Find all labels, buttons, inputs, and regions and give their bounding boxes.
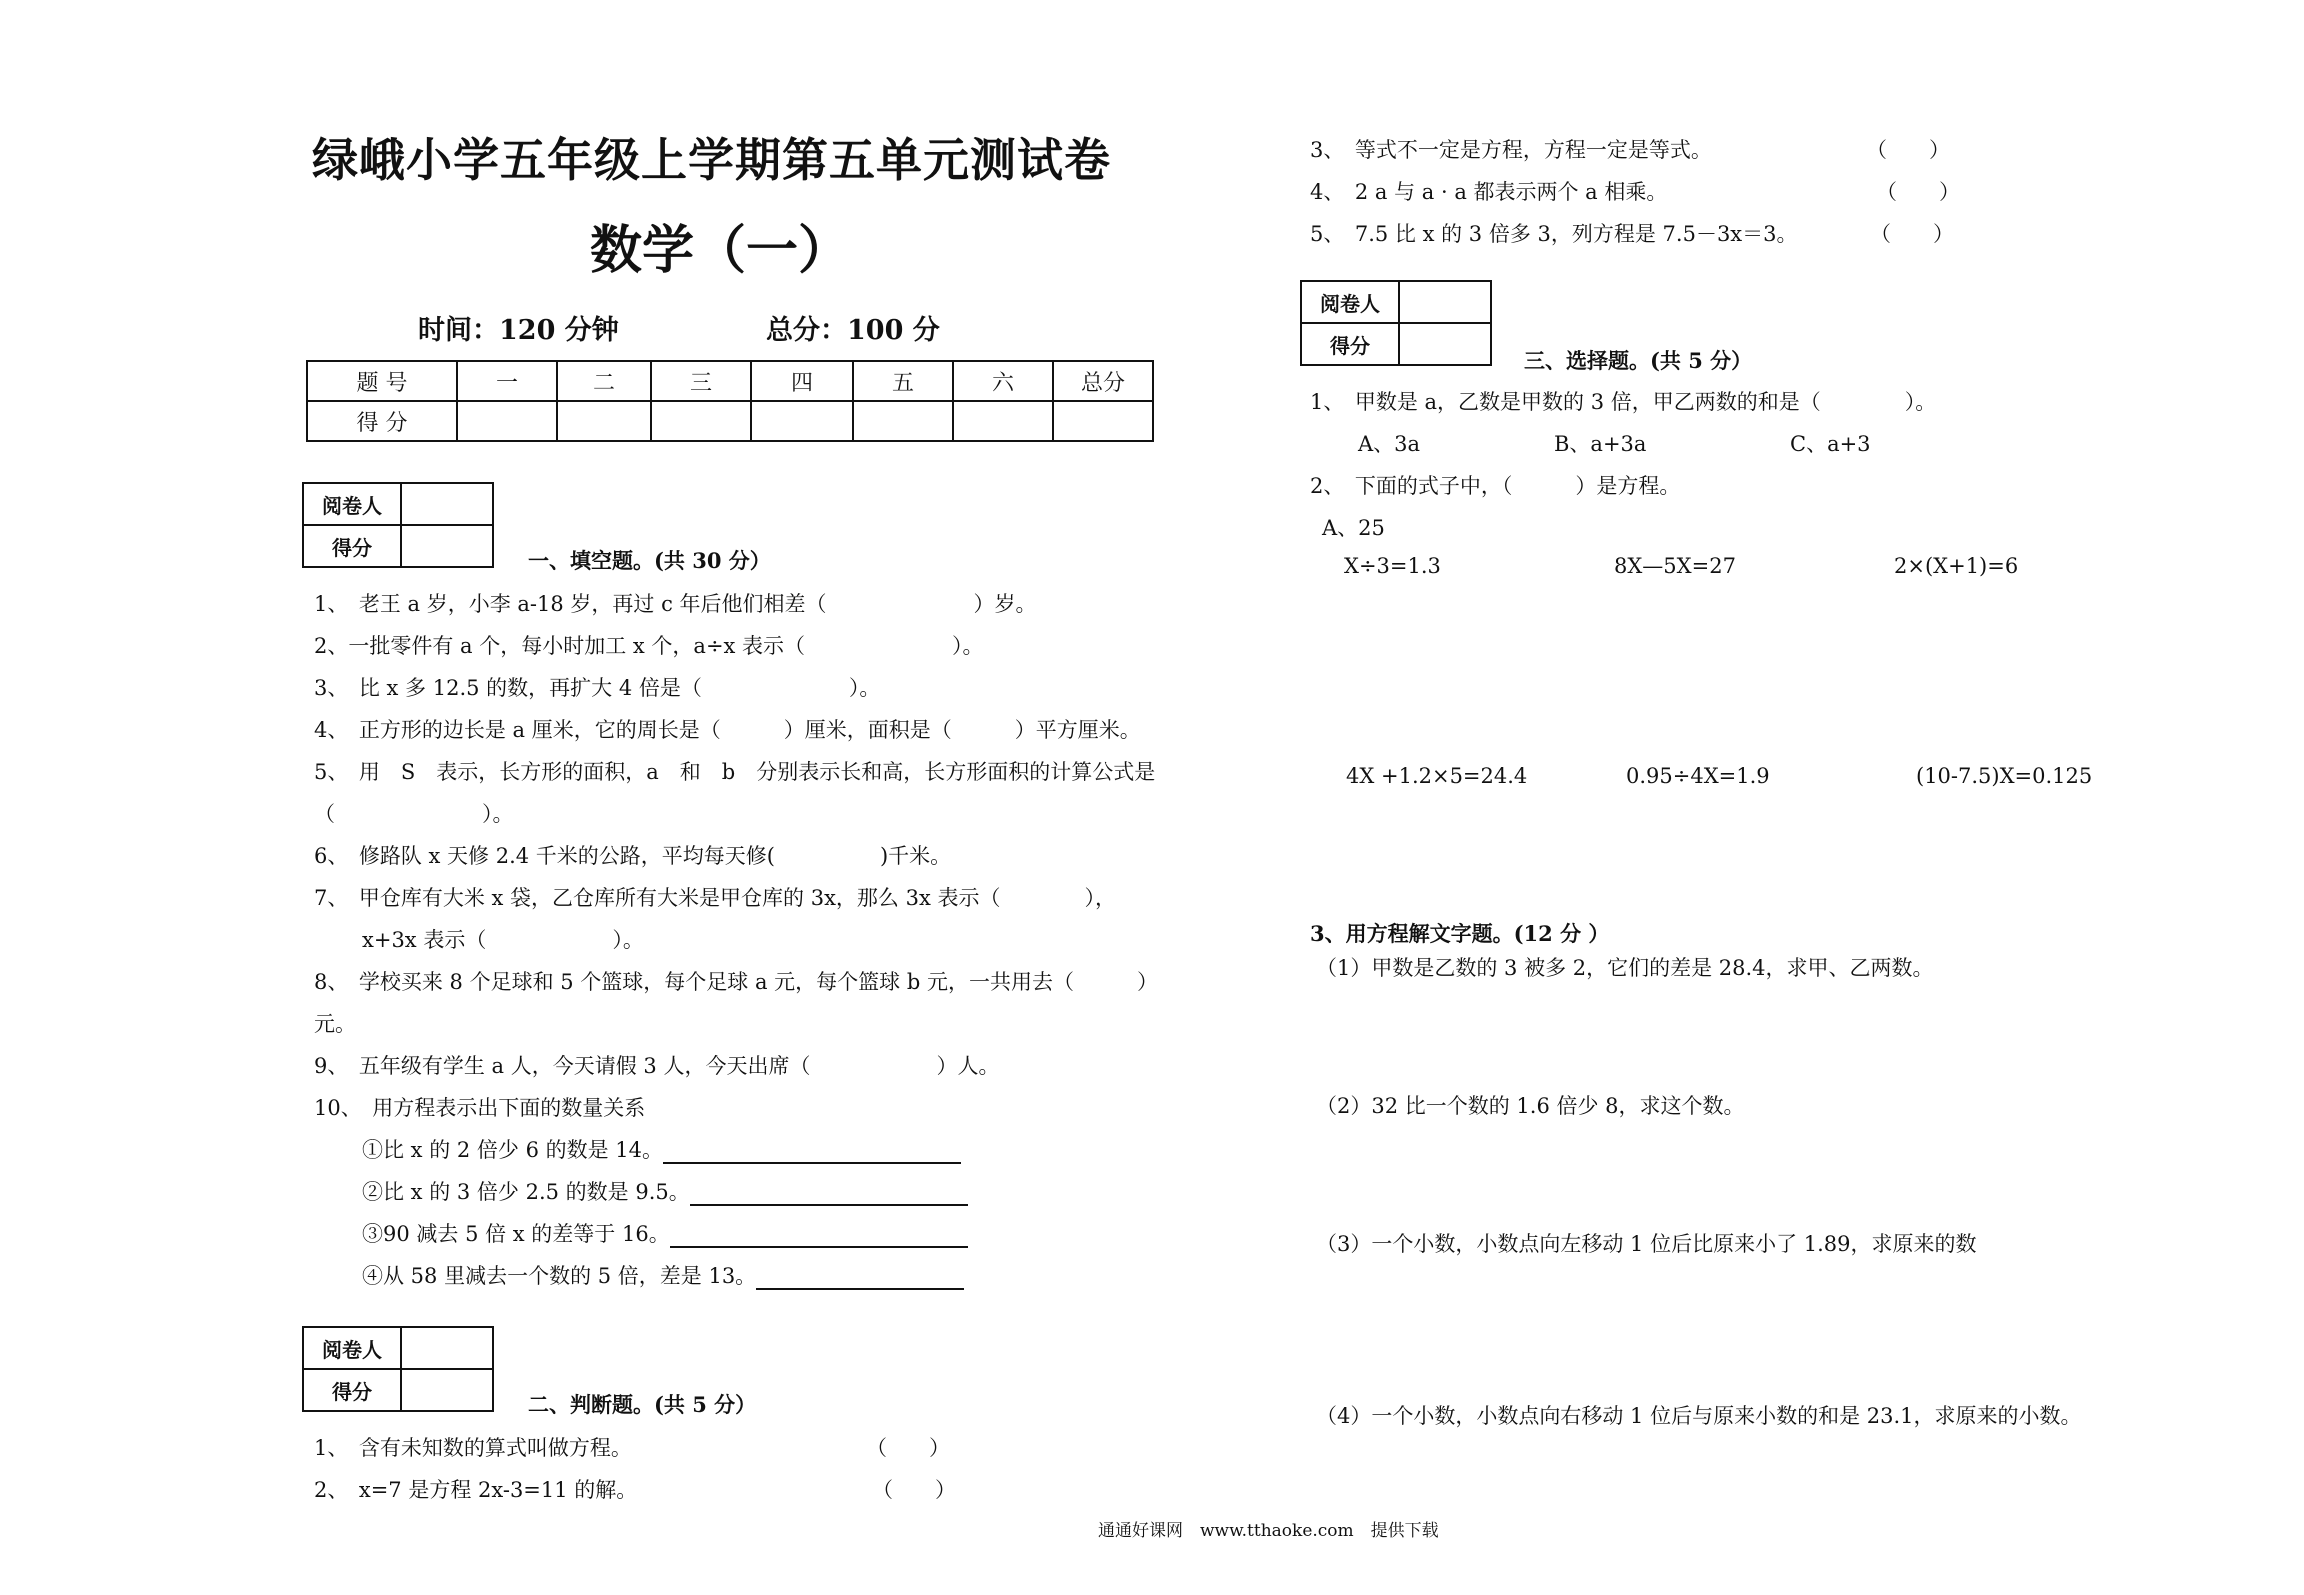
fill-question-2: 2、一批零件有 a 个，每小时加工 x 个，a÷x 表示（ ）。 — [314, 634, 984, 658]
judge-answer-paren[interactable]: （ ） — [1866, 138, 1950, 162]
judge-answer-paren[interactable]: （ ） — [1870, 222, 1954, 246]
judge-question-4: 4、 2 a 与 a · a 都表示两个 a 相乘。 — [1310, 180, 1668, 204]
score-cell[interactable] — [651, 401, 751, 441]
fill-question-10: 10、 用方程表示出下面的数量关系 — [314, 1096, 646, 1120]
score-header-cell: 四 — [751, 361, 853, 401]
score-cell[interactable] — [557, 401, 651, 441]
score-cell[interactable] — [457, 401, 557, 441]
score-table — [306, 360, 1154, 442]
choice-question-2: 2、 下面的式子中，（ ）是方程。 — [1310, 474, 1681, 498]
answer-line[interactable] — [670, 1246, 968, 1248]
judge-question-5: 5、 7.5 比 x 的 3 倍多 3，列方程是 7.5－3x＝3。 — [1310, 222, 1798, 246]
score-header-cell: 三 — [651, 361, 751, 401]
equation-item-1-text: ①比 x 的 2 倍少 6 的数是 14。 — [362, 1138, 664, 1162]
answer-line[interactable] — [663, 1162, 961, 1164]
page-footer: 通通好课网 www.tthaoke.com 提供下载 — [1098, 1521, 1439, 1541]
equation-option: 8X—5X=27 — [1614, 554, 1736, 578]
equation-option: (10-7.5)X=0.125 — [1916, 764, 2093, 788]
score-header-cell: 二 — [557, 361, 651, 401]
judge-question-3: 3、 等式不一定是方程，方程一定是等式。 — [1310, 138, 1712, 162]
word-problem-2: （2）32 比一个数的 1.6 倍少 8，求这个数。 — [1316, 1094, 1745, 1118]
score-header-cell: 五 — [853, 361, 953, 401]
reviewer-label: 阅卷人 — [303, 483, 401, 525]
fill-question-9: 9、 五年级有学生 a 人，今天请假 3 人，今天出席（ ）人。 — [314, 1054, 1000, 1078]
reviewer-score-label: 得分 — [303, 525, 401, 567]
section2-title: 二、判断题。(共 5 分） — [528, 1392, 757, 1417]
score-cell[interactable] — [751, 401, 853, 441]
section3-title: 三、选择题。(共 5 分） — [1524, 348, 1753, 373]
reviewer-score-cell[interactable] — [401, 525, 493, 567]
score-row-label: 得 分 — [307, 401, 457, 441]
reviewer-cell[interactable] — [1399, 281, 1491, 323]
choice-option-c[interactable]: C、a+3 — [1790, 432, 1871, 456]
score-cell[interactable] — [1053, 401, 1153, 441]
judge-question-2: 2、 x=7 是方程 2x-3=11 的解。 — [314, 1478, 638, 1502]
fill-question-3: 3、 比 x 多 12.5 的数，再扩大 4 倍是（ ）。 — [314, 676, 881, 700]
equation-item-2 — [362, 1176, 968, 1206]
reviewer-score-label: 得分 — [303, 1369, 401, 1411]
reviewer-cell[interactable] — [401, 483, 493, 525]
exam-subtitle: 数学（一） — [590, 220, 851, 281]
equation-option: 2×(X+1)=6 — [1894, 554, 2019, 578]
choice-question-1: 1、 甲数是 a，乙数是甲数的 3 倍，甲乙两数的和是（ ）。 — [1310, 390, 1937, 414]
reviewer-label: 阅卷人 — [1301, 281, 1399, 323]
score-header-cell: 总分 — [1053, 361, 1153, 401]
answer-line[interactable] — [690, 1204, 968, 1206]
reviewer-box — [302, 482, 494, 568]
fill-question-8: 8、 学校买来 8 个足球和 5 个篮球，每个足球 a 元，每个篮球 b 元，一共用去（ ） — [314, 970, 1158, 994]
fill-question-8-cont: 元。 — [314, 1012, 356, 1036]
judge-answer-paren[interactable]: （ ） — [872, 1478, 956, 1502]
reviewer-score-cell[interactable] — [1399, 323, 1491, 365]
fill-question-5-cont: （ ）。 — [314, 802, 514, 826]
exam-title: 绿峨小学五年级上学期第五单元测试卷 — [312, 133, 1111, 187]
equation-item-1 — [362, 1134, 961, 1164]
equation-option: 4X +1.2×5=24.4 — [1346, 764, 1528, 788]
equation-item-3-text: ③90 减去 5 倍 x 的差等于 16。 — [362, 1222, 670, 1246]
fill-question-7-cont: x+3x 表示（ ）。 — [362, 928, 644, 952]
word-problem-3: （3）一个小数，小数点向左移动 1 位后比原来小了 1.89，求原来的数 — [1316, 1232, 1977, 1256]
fill-question-7: 7、 甲仓库有大米 x 袋，乙仓库所有大米是甲仓库的 3x，那么 3x 表示（ ）， — [314, 886, 1116, 910]
reviewer-box — [1300, 280, 1492, 366]
equation-option: X÷3=1.3 — [1344, 554, 1441, 578]
fill-question-4: 4、 正方形的边长是 a 厘米，它的周长是（ ）厘米，面积是（ ）平方厘米。 — [314, 718, 1141, 742]
exam-time: 时间：120 分钟 — [418, 315, 619, 346]
score-cell[interactable] — [853, 401, 953, 441]
equation-item-4-text: ④从 58 里减去一个数的 5 倍，差是 13。 — [362, 1264, 757, 1288]
exam-total: 总分：100 分 — [766, 315, 940, 346]
score-header-cell: 一 — [457, 361, 557, 401]
section1-title: 一、填空题。(共 30 分） — [528, 548, 771, 573]
equation-item-2-text: ②比 x 的 3 倍少 2.5 的数是 9.5。 — [362, 1180, 690, 1204]
judge-question-1: 1、 含有未知数的算式叫做方程。 — [314, 1436, 632, 1460]
reviewer-box — [302, 1326, 494, 1412]
word-problem-4: （4）一个小数，小数点向右移动 1 位后与原来小数的和是 23.1，求原来的小数。 — [1316, 1404, 2082, 1428]
score-header-cell: 六 — [953, 361, 1053, 401]
equation-option: 0.95÷4X=1.9 — [1626, 764, 1770, 788]
judge-answer-paren[interactable]: （ ） — [1876, 180, 1960, 204]
equation-item-4 — [362, 1260, 964, 1290]
score-table-header-row — [307, 361, 1153, 401]
reviewer-cell[interactable] — [401, 1327, 493, 1369]
equation-item-3 — [362, 1218, 968, 1248]
choice-option-b[interactable]: B、a+3a — [1554, 432, 1647, 456]
fill-question-6: 6、 修路队 x 天修 2.4 千米的公路，平均每天修( )千米。 — [314, 844, 952, 868]
reviewer-score-cell[interactable] — [401, 1369, 493, 1411]
section4-title: 3、用方程解文字题。(12 分 ） — [1310, 921, 1610, 946]
fill-question-1: 1、 老王 a 岁，小李 a-18 岁，再过 c 年后他们相差（ ）岁。 — [314, 592, 1037, 616]
reviewer-label: 阅卷人 — [303, 1327, 401, 1369]
word-problem-1: （1）甲数是乙数的 3 被多 2，它们的差是 28.4，求甲、乙两数。 — [1316, 956, 1934, 980]
score-header-cell: 题 号 — [307, 361, 457, 401]
fill-question-5: 5、 用 S 表示，长方形的面积，a 和 b 分别表示长和高，长方形面积的计算公式是 — [314, 760, 1156, 784]
choice-option-a[interactable]: A、3a — [1358, 432, 1421, 456]
judge-answer-paren[interactable]: （ ） — [866, 1436, 950, 1460]
reviewer-score-label: 得分 — [1301, 323, 1399, 365]
score-cell[interactable] — [953, 401, 1053, 441]
answer-line[interactable] — [756, 1288, 964, 1290]
choice-option-a[interactable]: A、25 — [1322, 516, 1385, 540]
score-table-score-row — [307, 401, 1153, 441]
